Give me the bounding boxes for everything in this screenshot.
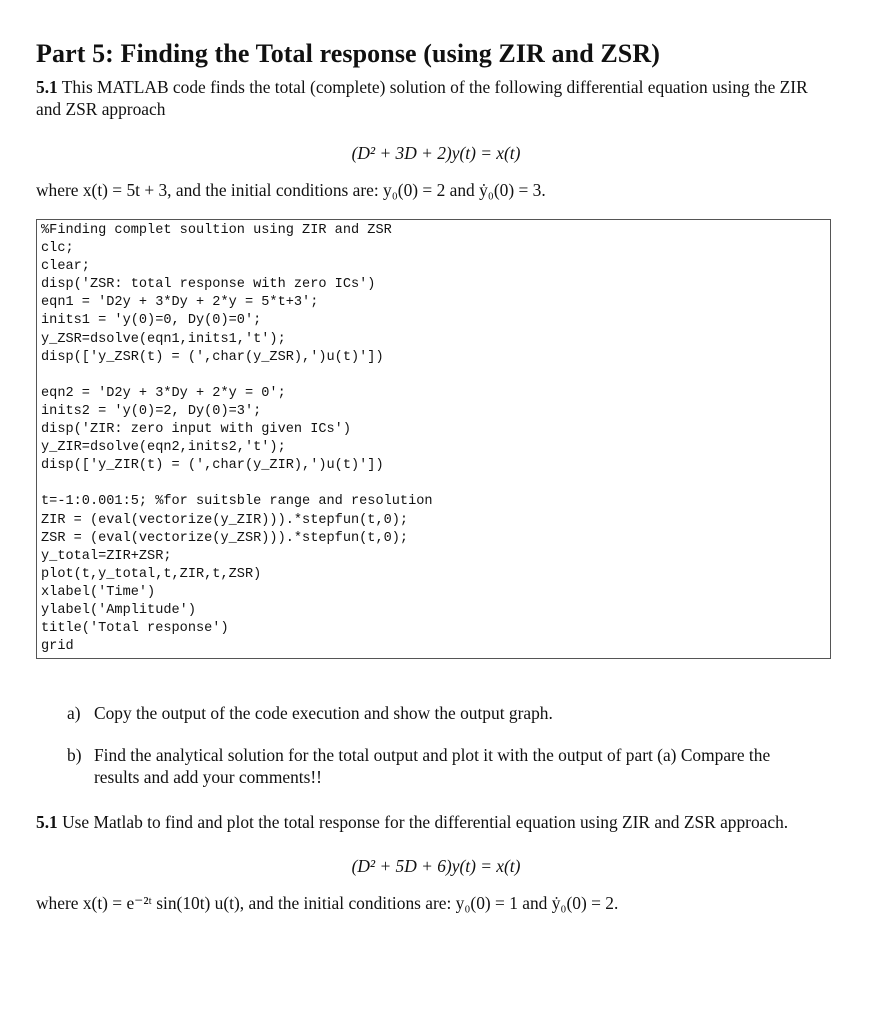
code-line: ylabel('Amplitude'): [41, 602, 196, 618]
code-line: [41, 367, 826, 385]
code-line: grid: [41, 639, 74, 655]
matlab-code-block: [36, 219, 831, 659]
code-line: %Finding complet soultion using ZIR and ZSR: [41, 223, 392, 238]
question-a-label: a): [67, 703, 81, 724]
code-line: title('Total response'): [41, 621, 229, 637]
question-b-label: b): [67, 745, 82, 766]
code-line: clc;: [41, 241, 74, 257]
part2-number: 5.1: [36, 812, 58, 833]
question-a-text: Copy the output of the code execution and show the output graph.: [94, 703, 553, 724]
code-line: disp(['y_ZIR(t) = (',char(y_ZIR),')u(t)']): [41, 458, 384, 474]
part2-paragraph: [36, 811, 836, 833]
intro-number: 5.1: [36, 77, 58, 97]
code-line: disp(['y_ZSR(t) = (',char(y_ZSR),')u(t)']): [41, 349, 384, 365]
equation-2: [36, 854, 836, 878]
code-line: [41, 475, 826, 493]
code-line: eqn1 = 'D2y + 3*Dy + 2*y = 5*t+3';: [41, 295, 319, 311]
code-line: t=-1:0.001:5; %for suitsble range and resolution: [41, 494, 433, 510]
code-line: y_ZIR=dsolve(eqn2,inits2,'t');: [41, 440, 286, 456]
equation-1: [36, 141, 836, 165]
part2-text: Use Matlab to find and plot the total response for the differential equation using ZIR and ZSR approach.: [62, 812, 789, 833]
code-line: ZIR = (eval(vectorize(y_ZIR))).*stepfun(t,0);: [41, 512, 409, 528]
where-1: where x(t) = 5t + 3, and the initial conditions are: y₀(0) = 2 and ẏ₀(0) = 3.: [36, 180, 546, 200]
code-line: y_total=ZIR+ZSR;: [41, 548, 172, 564]
equation-2-text: (D² + 5D + 6)y(t) = x(t): [351, 856, 521, 877]
code-line: ZSR = (eval(vectorize(y_ZSR))).*stepfun(t,0);: [41, 530, 409, 546]
code-line: disp('ZSR: total response with zero ICs'): [41, 277, 376, 293]
intro-paragraph: [36, 76, 836, 120]
document-page: [36, 38, 836, 914]
part-heading: Part 5: Finding the Total response (using ZIR and ZSR): [36, 39, 660, 68]
code-line: inits1 = 'y(0)=0, Dy(0)=0';: [41, 313, 262, 329]
code-line: inits2 = 'y(0)=2, Dy(0)=3';: [41, 403, 262, 419]
question-b: [67, 744, 836, 788]
intro-text: This MATLAB code finds the total (complete) solution of the following differential equation using the ZIR and ZSR approach: [36, 77, 808, 119]
question-b-text: Find the analytical solution for the total output and plot it with the output of part (a) Compare the results and add your comments!!: [94, 745, 771, 788]
where-2: where x(t) = e⁻²ᵗ sin(10t) u(t), and the initial conditions are: y₀(0) = 1 and ẏ₀(0) = 2.: [36, 893, 619, 914]
equation-1-text: (D² + 3D + 2)y(t) = x(t): [351, 143, 521, 163]
code-line: y_ZSR=dsolve(eqn1,inits1,'t');: [41, 331, 286, 347]
code-line: xlabel('Time'): [41, 584, 156, 600]
code-line: clear;: [41, 259, 90, 275]
code-line: eqn2 = 'D2y + 3*Dy + 2*y = 0';: [41, 385, 286, 401]
code-line: plot(t,y_total,t,ZIR,t,ZSR): [41, 566, 262, 582]
code-line: disp('ZIR: zero input with given ICs'): [41, 422, 351, 438]
question-a: [67, 702, 836, 724]
